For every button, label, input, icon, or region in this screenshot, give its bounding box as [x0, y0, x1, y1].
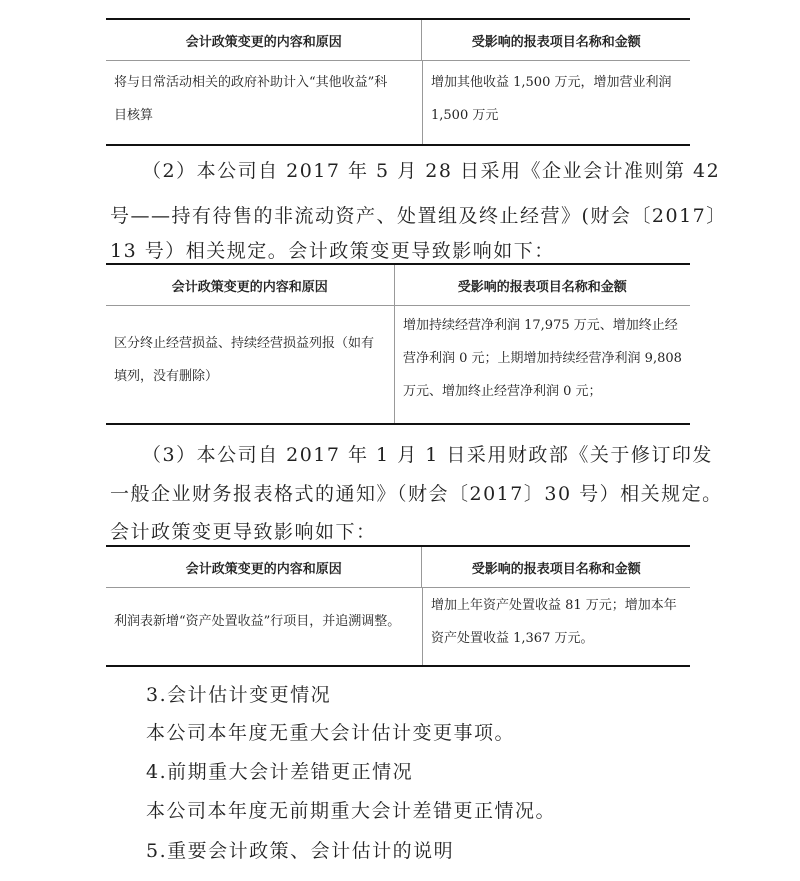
table-header-reason: 会计政策变更的内容和原因 — [185, 34, 342, 50]
table-header-affected-items: 受影响的报表项目名称和金额 — [394, 265, 691, 305]
section-4-heading: 4.前期重大会计差错更正情况 — [146, 761, 414, 783]
table-header-reason: 会计政策变更的内容和原因 — [185, 561, 342, 577]
policy-change-table-3 — [106, 545, 690, 667]
table-cell-affected-items: 增加持续经营净利润 17,975 万元、增加终止经 营净利润 0 元；上期增加持续经营净利润 9,808 万元、增加终止经营净利润 0 元； — [394, 305, 690, 423]
paragraph-2-line-3: 13 号）相关规定。会计政策变更导致影响如下： — [110, 240, 555, 262]
paragraph-3-line-3: 会计政策变更导致影响如下： — [110, 521, 377, 543]
table-cell-reason: 利润表新增“资产处置收益”行项目，并追溯调整。 — [114, 614, 401, 629]
policy-change-table-2 — [106, 263, 690, 425]
table-cell-reason: 将与日常活动相关的政府补助计入“其他收益”科 目核算 — [114, 75, 388, 123]
paragraph-2-line-1: （2）本公司自 2017 年 5 月 28 日采用《企业会计准则第 42 — [142, 160, 721, 182]
table-cell-reason: 区分终止经营损益、持续经营损益列报（如有 填列，没有删除） — [114, 336, 375, 384]
section-3-heading: 3.会计估计变更情况 — [146, 684, 332, 706]
table-header-reason: 会计政策变更的内容和原因 — [171, 279, 328, 295]
table-header-affected-items: 受影响的报表项目名称和金额 — [421, 547, 690, 587]
table-cell-affected-items: 增加其他收益 1,500 万元，增加营业利润 1,500 万元 — [422, 60, 690, 144]
section-5-heading: 5.重要会计政策、会计估计的说明 — [146, 840, 455, 862]
paragraph-2-line-2: 号——持有待售的非流动资产、处置组及终止经营》(财会〔2017〕 — [110, 205, 727, 227]
table-header-affected-items: 受影响的报表项目名称和金额 — [421, 20, 690, 60]
policy-change-table-1 — [106, 18, 690, 146]
table-cell-affected-items: 增加上年资产处置收益 81 万元；增加本年 资产处置收益 1,367 万元。 — [422, 587, 690, 665]
section-4-body: 本公司本年度无前期重大会计差错更正情况。 — [146, 800, 557, 822]
paragraph-3-line-1: （3）本公司自 2017 年 1 月 1 日采用财政部《关于修订印发 — [142, 444, 713, 466]
section-3-body: 本公司本年度无重大会计估计变更事项。 — [146, 722, 516, 744]
paragraph-3-line-2: 一般企业财务报表格式的通知》（财会〔2017〕30 号）相关规定。 — [110, 483, 723, 505]
